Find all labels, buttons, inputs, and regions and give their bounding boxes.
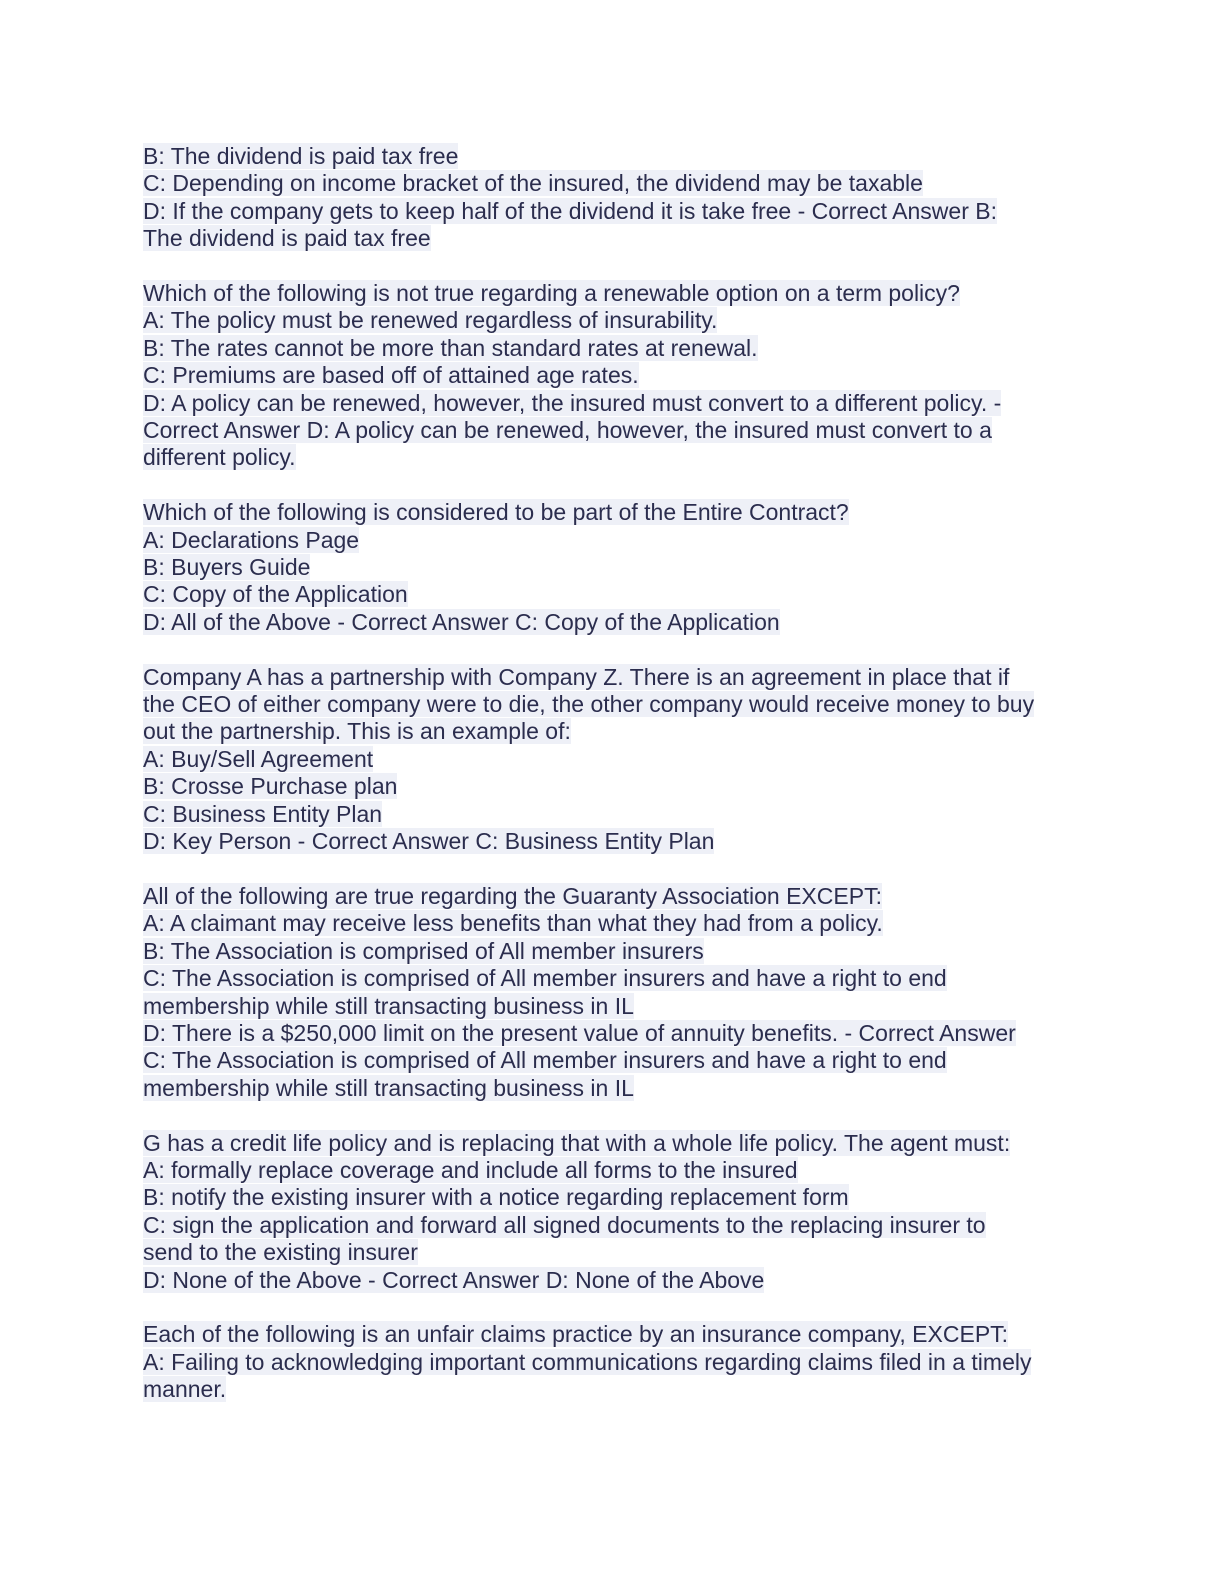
text-line: B: The dividend is paid tax free: [143, 143, 459, 169]
text-line: B: notify the existing insurer with a notice regarding replacement form: [143, 1184, 849, 1211]
text-line: A: formally replace coverage and include all forms to the insured: [143, 1156, 798, 1183]
question-block: [143, 883, 1083, 1102]
question-block: [143, 143, 1083, 253]
text-line: C: sign the application and forward all signed documents to the replacing insurer to: [143, 1211, 986, 1238]
text-line: B: Buyers Guide: [143, 554, 311, 581]
text-line: different policy.: [143, 444, 296, 471]
text-line: C: The Association is comprised of All member insurers and have a right to end: [143, 965, 947, 992]
text-line: A: Buy/Sell Agreement: [143, 745, 374, 772]
question-text: Company A has a partnership with Company Z. There is an agreement in place that if: [143, 663, 1010, 690]
text-line: C: Depending on income bracket of the insured, the dividend may be taxable: [143, 170, 923, 197]
text-line: B: The rates cannot be more than standard rates at renewal.: [143, 334, 758, 361]
question-text: Which of the following is not true regarding a renewable option on a term policy?: [143, 280, 960, 307]
text-line: C: Copy of the Application: [143, 581, 408, 608]
question-text: the CEO of either company were to die, the other company would receive money to buy: [143, 691, 1035, 718]
text-line: The dividend is paid tax free: [143, 225, 431, 252]
document-page: [143, 143, 1083, 1431]
question-text: Each of the following is an unfair claims practice by an insurance company, EXCEPT:: [143, 1321, 1009, 1348]
text-line: membership while still transacting business in IL: [143, 1074, 634, 1101]
question-block: [143, 1130, 1083, 1294]
question-block: [143, 499, 1083, 636]
text-line: Correct Answer D: A policy can be renewed, however, the insured must convert to a: [143, 417, 992, 444]
text-line: C: Premiums are based off of attained age rates.: [143, 362, 639, 389]
text-line: A: Declarations Page: [143, 526, 360, 553]
question-text: out the partnership. This is an example of:: [143, 718, 571, 745]
text-line: membership while still transacting business in IL: [143, 992, 634, 1019]
text-line: D: Key Person - Correct Answer C: Business Entity Plan: [143, 828, 715, 855]
question-block: [143, 664, 1083, 856]
text-line: B: Crosse Purchase plan: [143, 773, 398, 800]
text-line: A: The policy must be renewed regardless of insurability.: [143, 307, 718, 334]
text-line: A: Failing to acknowledging important communications regarding claims filed in a timely: [143, 1348, 1032, 1375]
question-text: Which of the following is considered to be part of the Entire Contract?: [143, 499, 849, 526]
text-line: send to the existing insurer: [143, 1239, 418, 1266]
text-line: D: A policy can be renewed, however, the insured must convert to a different policy. -: [143, 389, 1002, 416]
text-line: manner.: [143, 1376, 227, 1403]
text-line: C: Business Entity Plan: [143, 800, 383, 827]
question-text: G has a credit life policy and is replacing that with a whole life policy. The agent must:: [143, 1129, 1011, 1156]
text-line: C: The Association is comprised of All member insurers and have a right to end: [143, 1047, 947, 1074]
text-line: D: All of the Above - Correct Answer C: Copy of the Application: [143, 608, 780, 635]
question-block: [143, 1321, 1083, 1403]
text-line: D: If the company gets to keep half of the dividend it is take free - Correct Answer B:: [143, 197, 997, 224]
text-line: D: None of the Above - Correct Answer D: None of the Above: [143, 1266, 765, 1293]
text-line: A: A claimant may receive less benefits than what they had from a policy.: [143, 910, 883, 937]
text-line: B: The Association is comprised of All member insurers: [143, 937, 704, 964]
text-line: D: There is a $250,000 limit on the present value of annuity benefits. - Correct Answer: [143, 1019, 1016, 1046]
question-block: [143, 280, 1083, 472]
question-text: All of the following are true regarding the Guaranty Association EXCEPT:: [143, 882, 882, 909]
